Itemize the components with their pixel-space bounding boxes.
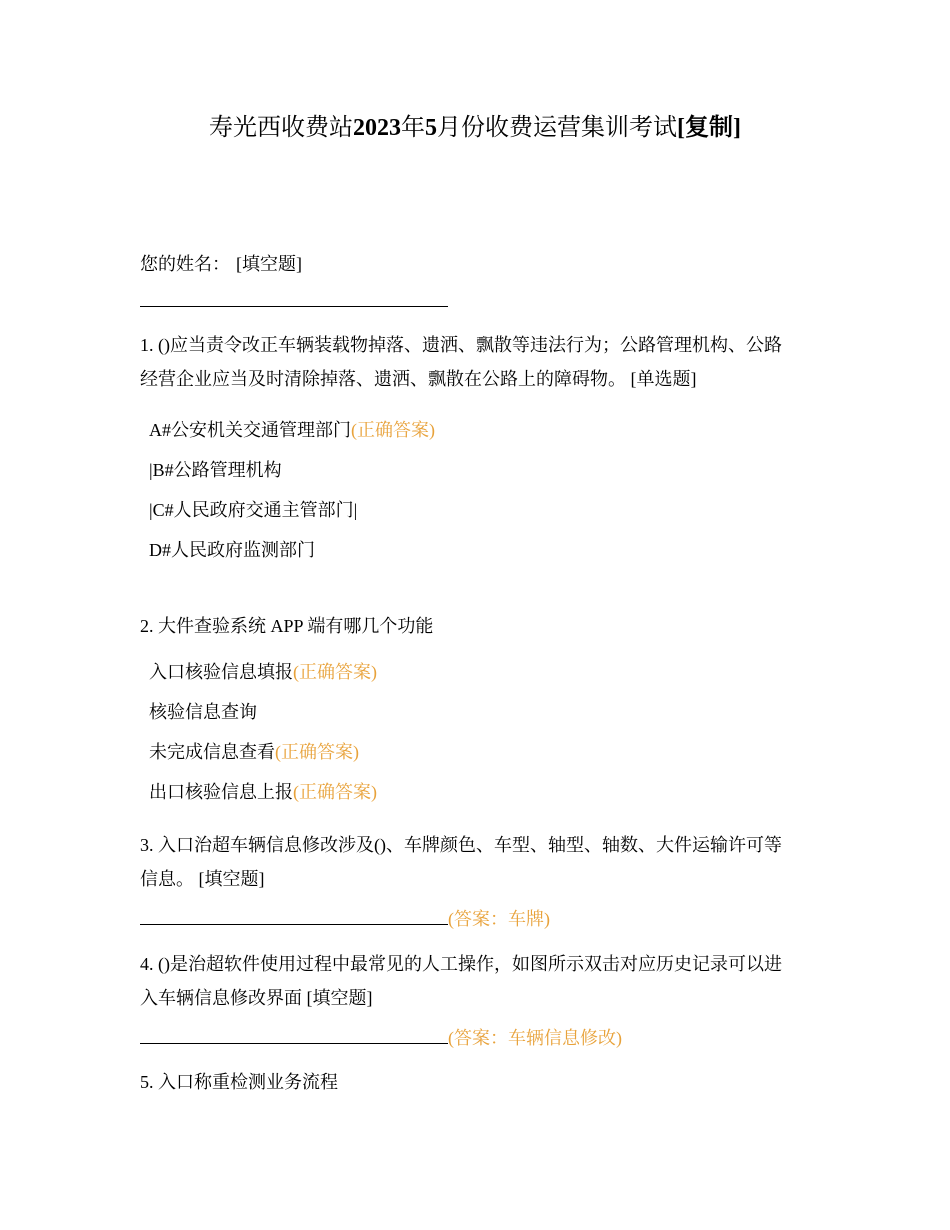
question-2 [140, 614, 433, 638]
title-text: 年 [401, 115, 425, 141]
option-text: |C#人民政府交通主管部门| [149, 500, 358, 520]
title-suffix: [复制] [677, 115, 741, 141]
answer-text: (答案：车牌) [448, 909, 550, 929]
question-5 [140, 1070, 338, 1094]
answer-blank[interactable] [140, 906, 448, 925]
question-text: 入口治超车辆信息修改涉及()、车牌颜色、车型、轴型、轴数、大件运输许可等 [158, 835, 782, 855]
question-text: ()应当责令改正车辆装载物掉落、遗洒、飘散等违法行为；公路管理机构、公路 [158, 335, 782, 355]
q1-option-a[interactable] [149, 418, 435, 442]
question-text: ()是治超软件使用过程中最常见的人工操作，如图所示双击对应历史记录可以进 [158, 954, 782, 974]
title-text: 寿光西收费站 [209, 115, 353, 141]
question-text: 信息。 [140, 869, 194, 889]
question-text: 大件查验系统 APP 端有哪几个功能 [158, 616, 434, 636]
q2-option-1[interactable] [149, 660, 377, 684]
question-3-line2 [140, 862, 810, 896]
question-4 [140, 947, 810, 1015]
question-text: 经营企业应当及时清除掉落、遗洒、飘散在公路上的障碍物。 [140, 369, 626, 389]
name-blank[interactable] [140, 288, 448, 307]
title-month: 5 [425, 115, 437, 141]
correct-answer-mark: (正确答案) [293, 782, 377, 802]
answer-blank[interactable] [140, 1025, 448, 1044]
correct-answer-mark: (正确答案) [275, 742, 359, 762]
question-type: [填空题] [236, 254, 302, 274]
title-text: 月份收费运营集训考试 [437, 115, 677, 141]
q1-option-b[interactable] [149, 458, 282, 482]
answer-text: (答案：车辆信息修改) [448, 1028, 622, 1048]
question-text: 入车辆信息修改界面 [140, 988, 302, 1008]
question-4-line1 [140, 947, 810, 981]
q2-option-2[interactable] [149, 700, 257, 724]
q1-option-d[interactable] [149, 538, 315, 562]
question-number: 1. [140, 335, 154, 355]
question-number: 4. [140, 954, 154, 974]
name-field-label [140, 252, 302, 276]
question-3 [140, 828, 810, 896]
question-1-line1 [140, 328, 810, 362]
option-text: A#公安机关交通管理部门 [149, 420, 351, 440]
q2-option-4[interactable] [149, 780, 377, 804]
question-1-line2 [140, 362, 810, 396]
correct-answer-mark: (正确答案) [293, 662, 377, 682]
option-text: 出口核验信息上报 [149, 782, 293, 802]
option-text: |B#公路管理机构 [149, 460, 282, 480]
q3-answer-line[interactable] [140, 906, 550, 931]
correct-answer-mark: (正确答案) [351, 420, 435, 440]
option-text: D#人民政府监测部门 [149, 540, 315, 560]
question-number: 5. [140, 1072, 154, 1092]
question-3-line1 [140, 828, 810, 862]
option-text: 核验信息查询 [149, 702, 257, 722]
option-text: 未完成信息查看 [149, 742, 275, 762]
title-year: 2023 [353, 115, 401, 141]
question-type: [填空题] [198, 869, 265, 889]
question-1 [140, 328, 810, 396]
name-label: 您的姓名： [140, 254, 230, 274]
question-number: 2. [140, 616, 154, 636]
page-title [0, 112, 950, 144]
q4-answer-line[interactable] [140, 1025, 622, 1050]
question-4-line2 [140, 981, 810, 1015]
name-input-line[interactable] [140, 288, 448, 313]
option-text: 入口核验信息填报 [149, 662, 293, 682]
question-text: 入口称重检测业务流程 [158, 1072, 338, 1092]
question-type: [单选题] [630, 369, 697, 389]
q2-option-3[interactable] [149, 740, 359, 764]
q1-option-c[interactable] [149, 498, 357, 522]
question-number: 3. [140, 835, 154, 855]
question-type: [填空题] [306, 988, 373, 1008]
